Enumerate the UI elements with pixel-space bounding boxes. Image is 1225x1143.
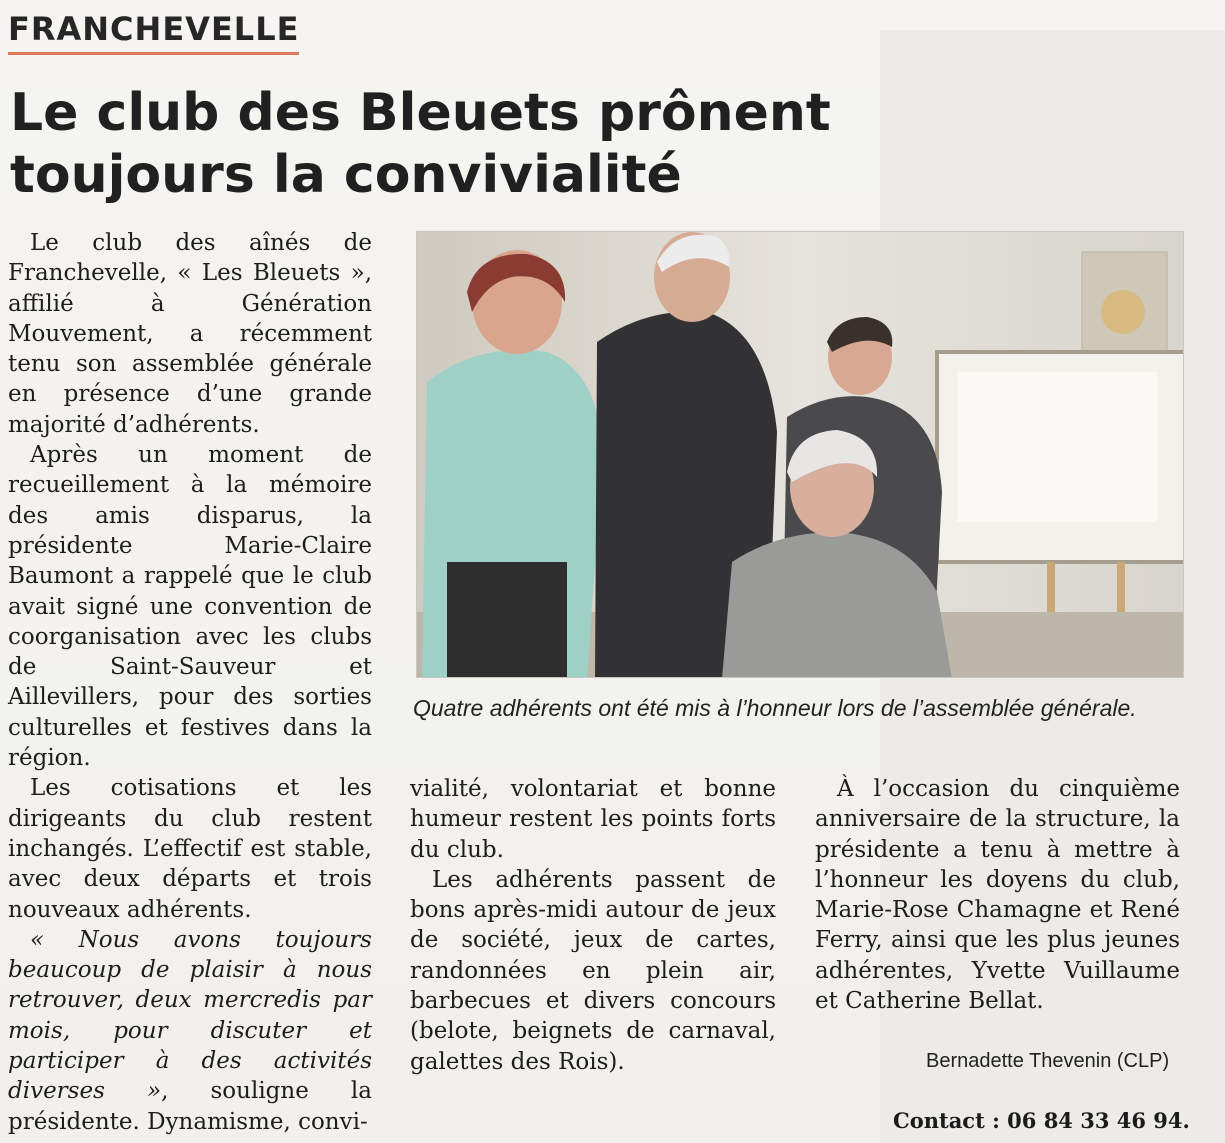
group-photo [416, 231, 1184, 678]
paragraph: Le club des aînés de Franchevelle, « Les Bleuets », affilié à Génération Mouvement, a récemment tenu son assemblée générale en présence d’une grande majorité d’adhérents. [8, 230, 372, 438]
article-column-3 [815, 774, 1180, 1016]
quote-attribution: , souligne la présidente. Dynamisme, convi- [8, 1078, 372, 1135]
photo-caption: Quatre adhérents ont été mis à l’honneur lors de l’assemblée générale. [413, 695, 1137, 721]
headline-line-2: toujours la convivialité [10, 145, 682, 205]
paragraph: Après un moment de recueillement à la mémoire des amis disparus, la présidente Marie-Claire Baumont a rappelé que le club avait signé une convention de coorganisation avec les clubs de Saint-Sauveur et Aillevillers, pour des sorties culturelles et festives dans la région. [8, 442, 372, 772]
paragraph: Les adhérents passent de bons après-midi autour de jeux de société, jeux de cartes, randonnées en plein air, barbecues et divers concours (belote, beignets de carnaval, galettes des Rois). [410, 866, 776, 1075]
article-column-2 [410, 774, 776, 1077]
author-byline: Bernadette Thevenin (CLP) [926, 1050, 1170, 1072]
paragraph: À l’occasion du cinquième anniversaire de la structure, la présidente a tenu à mettre à l’honneur les doyens du club, Marie-Rose Chamagne et René Ferry, ainsi que les plus jeunes adhérentes, Yvette Vuillaume et Catherine Bellat. [815, 776, 1180, 1015]
contact-line: Contact : 06 84 33 46 94. [893, 1108, 1190, 1133]
headline [10, 82, 910, 206]
paragraph: Les cotisations et les dirigeants du club restent inchangés. L’effectif est stable, avec deux départs et trois nouveaux adhérents. [8, 775, 372, 923]
headline-line-1: Le club des Bleuets prônent [10, 83, 831, 143]
photo-illustration [417, 232, 1184, 678]
paragraph: vialité, volontariat et bonne humeur restent les points forts du club. [410, 776, 776, 863]
article-column-1 [8, 228, 372, 1137]
paragraph-quote [8, 925, 372, 1137]
quote-text: « Nous avons toujours beaucoup de plaisir à nous retrouver, deux mercredis par mois, pour discuter et participer à des activités diverses » [8, 926, 372, 1105]
section-label: FRANCHEVELLE [8, 10, 299, 55]
